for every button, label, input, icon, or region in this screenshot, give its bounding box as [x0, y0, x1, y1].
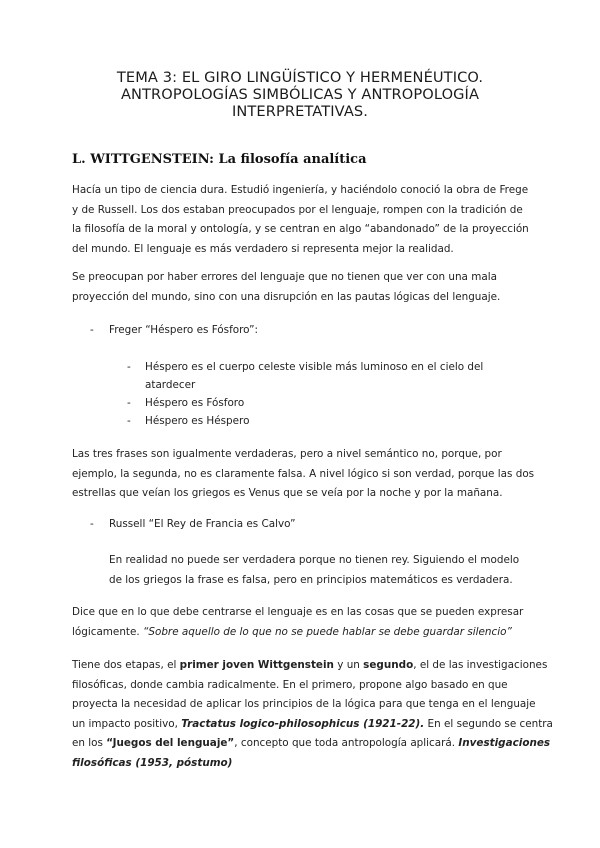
text-fragment: y un: [333, 659, 364, 671]
title-line-2: ANTROPOLOGÍAS SIMBÓLICAS Y ANTROPOLOGÍA: [120, 86, 480, 103]
bullet-dash: -: [90, 518, 94, 530]
text-fragment: , el de las investigaciones: [413, 659, 548, 671]
bold-first-stage: primer joven Wittgenstein: [179, 659, 334, 671]
document-title: [60, 69, 540, 120]
text-line: filosóficas, donde cambia radicalmente. En el primero, propone algo basado en que: [72, 678, 508, 691]
paragraph-logic: [72, 603, 540, 642]
sub-bullet-dash: -: [127, 415, 131, 427]
investigaciones-title-cont: filosóficas (1953, póstumo): [72, 756, 233, 769]
section-heading: L. WITTGENSTEIN: La filosofía analítica: [72, 152, 367, 167]
text-line: la filosofía de la moral y ontología, y se centran en algo “abandonado” de la proyección: [72, 223, 529, 235]
quote-silence: “Sobre aquello de lo que no se puede hablar se debe guardar silencio”: [142, 625, 512, 638]
text-line: [72, 715, 553, 735]
bold-second-stage: segundo: [363, 659, 414, 671]
text-fragment: en los: [72, 737, 107, 749]
text-fragment: Tiene dos etapas, el: [72, 659, 180, 671]
paragraph-two-stages: [72, 656, 553, 773]
text-line: del mundo. El lenguaje es más verdadero si representa mejor la realidad.: [72, 242, 454, 255]
text-line: [72, 623, 540, 643]
text-line: estrellas que veían los griegos es Venus que se veía por la noche y por la mañana.: [72, 487, 503, 499]
bullet-russell: Russell “El Rey de Francia es Calvo”: [109, 518, 296, 530]
text-line: ejemplo, la segunda, no es claramente falsa. A nivel lógico si son verdad, porque las dos: [72, 467, 535, 480]
text-line: En realidad no puede ser verdadera porque no tienen rey. Siguiendo el modelo: [109, 554, 520, 566]
bold-language-games: “Juegos del lenguaje”: [106, 737, 235, 749]
text-line: [72, 734, 551, 754]
title-line-1: TEMA 3: EL GIRO LINGÜÍSTICO Y HERMENÉUTICO.: [116, 69, 484, 86]
text-line: [72, 656, 548, 676]
sub-bullet-1-line1: Héspero es el cuerpo celeste visible más luminoso en el cielo del: [145, 361, 484, 373]
sub-bullet-1-line2: atardecer: [145, 379, 196, 391]
text-line: proyección del mundo, sino con una disrupción en las pautas lógicas del lenguaje.: [72, 290, 501, 303]
text-fragment: En el segundo se centra: [424, 717, 553, 730]
text-fragment: lógicamente.: [72, 625, 143, 638]
text-line: proyecta la necesidad de aplicar los principios de la lógica para que tenga en el lenguaje: [72, 698, 536, 710]
text-line: Las tres frases son igualmente verdaderas, pero a nivel semántico no, porque, por: [72, 448, 502, 460]
text-line: [72, 754, 540, 774]
text-line: Hacía un tipo de ciencia dura. Estudió ingeniería, y haciéndolo conoció la obra de Frege: [72, 184, 529, 196]
bullet-frege: Freger “Héspero es Fósforo”:: [109, 324, 259, 336]
text-line: de los griegos la frase es falsa, pero en principios matemáticos es verdadera.: [109, 573, 513, 586]
title-line-3: INTERPRETATIVAS.: [231, 103, 369, 120]
sub-bullet-3: Héspero es Héspero: [145, 415, 250, 427]
paragraph-intro: [72, 181, 540, 259]
paragraph-russell-body: [109, 551, 540, 590]
text-fragment: , concepto que toda antropología aplicará.: [234, 737, 459, 749]
text-fragment: un impacto positivo,: [72, 717, 182, 730]
sub-bullet-dash: -: [127, 397, 131, 409]
tractatus-title: Tractatus logico-philosophicus (1921-22).: [181, 717, 425, 730]
paragraph-errors: [72, 268, 540, 307]
bullet-dash: -: [90, 324, 94, 336]
text-line: y de Russell. Los dos estaban preocupados por el lenguaje, rompen con la tradición de: [72, 203, 523, 216]
paragraph-three-phrases: [72, 445, 540, 504]
text-line: Se preocupan por haber errores del lenguaje que no tienen que ver con una mala: [72, 271, 497, 283]
investigaciones-title: Investigaciones: [458, 737, 551, 749]
sub-bullet-dash: -: [127, 361, 131, 373]
text-line: Dice que en lo que debe centrarse el lenguaje es en las cosas que se pueden expresar: [72, 606, 524, 618]
sub-bullet-2: Héspero es Fósforo: [145, 397, 245, 409]
